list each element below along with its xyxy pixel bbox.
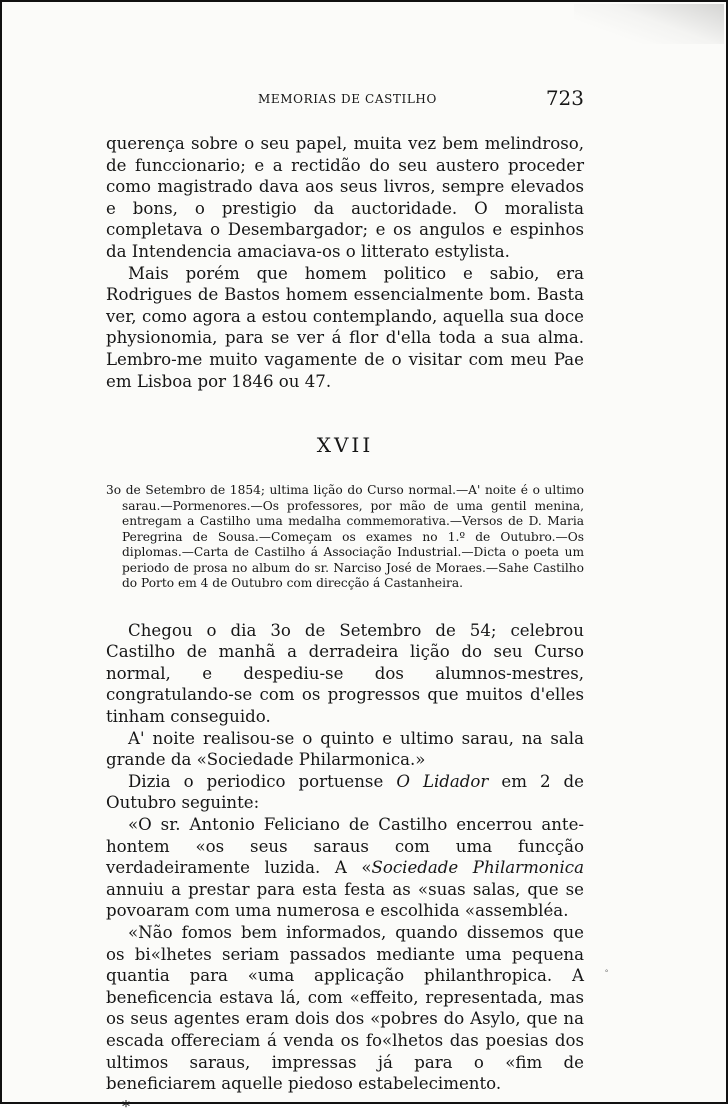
paragraph-rodrigues: Mais porém que homem politico e sabio, era Rodrigues de Bastos homem essencialmente bom. Basta ver, como agora a estou contemplando, aquella sua doce physionomia, para se ver á flor d'ella toda a sua alma. Lembro-me muito vagamente de o visitar com meu Pae em Lisboa por 1846 ou 47. bbox=[106, 263, 584, 391]
periodical-title: O Lidador bbox=[396, 771, 489, 791]
quote-1-a: «O sr. Antonio Feliciano de Castilho encerrou ante-hontem «os seus saraus com uma funcção verdadeiramente luzida. A bbox=[106, 814, 584, 878]
paragraph-dizia bbox=[106, 771, 584, 814]
paragraph-quote-2: «Não fomos bem informados, quando dissemos que os bi«lhetes seriam passados mediante uma pequena quantia para «uma applicação philanthropica. A beneficencia estava lá, com «effeito, representada, mas os seus agentes eram dois dos «pobres do Asylo, que na escada offereciam á venda os fo«lhetos das poesias dos ultimos saraus, impressas já para o «fim de beneficiarem aquelle piedoso estabelecimento. bbox=[106, 922, 584, 1094]
corner-smudge bbox=[574, 4, 724, 44]
dizia-pre: Dizia o periodico portuense bbox=[128, 771, 397, 791]
paragraph-continued: querença sobre o seu papel, muita vez bem melindroso, de funccionario; e a rectidão do seu austero proceder como magistrado dava aos seus livros, sempre elevados e bons, o prestigio da auctoridade. O moralista completava o Desembargador; e os angulos e espinhos da Intendencia amaciava-os o litterato estylista. bbox=[106, 134, 584, 261]
quote-1-b-post: annuiu a prestar para esta festa as «suas salas, que se povoaram com uma numerosa e escolhida «assembléa. bbox=[106, 879, 584, 921]
running-head bbox=[106, 86, 584, 112]
paragraph-chegou: Chegou o dia 3o de Setembro de 54; celebrou Castilho de manhã a derradeira lição do seu Curso normal, e despediu-se dos alumnos-mestres, congratulando-se com os progressos que muitos d'elles tinham conseguido. bbox=[106, 620, 584, 726]
chapter-heading: XVII bbox=[316, 433, 374, 458]
paragraph-noite: A' noite realisou-se o quinto e ultimo sarau, na sala grande da «Sociedade Philarmonica.» bbox=[106, 728, 584, 770]
chapter-body bbox=[106, 620, 584, 1116]
print-speck: ° bbox=[605, 968, 609, 977]
dizia-post: em 2 de Outubro seguinte: bbox=[106, 771, 584, 813]
running-title: MEMORIAS DE CASTILHO bbox=[258, 92, 437, 106]
quote-1-b-pre: « bbox=[361, 858, 372, 878]
asterisk-mark: * bbox=[122, 1096, 130, 1116]
society-name: Sociedade Philarmonica bbox=[371, 858, 584, 878]
paragraph-quote-1 bbox=[106, 814, 584, 922]
chapter-summary: 3o de Setembro de 1854; ultima lição do Curso normal.—A' noite é o ultimo sarau.—Pormenores.—Os professores, por mão de uma gentil menina, entregam a Castilho uma medalha commemorativa.—Versos de D. Maria Peregrina de Sousa.—Começam os exames no 1.º de Outubro.—Os diplomas.—Carta de Castilho á Associação Industrial.—Dicta o poeta um periodo de prosa no album do sr. Narciso José de Moraes.—Sahe Castilho do Porto em 4 de Outubro com direcção á Castanheira. bbox=[106, 483, 584, 591]
page-number: 723 bbox=[545, 86, 584, 110]
book-page bbox=[106, 86, 584, 1116]
